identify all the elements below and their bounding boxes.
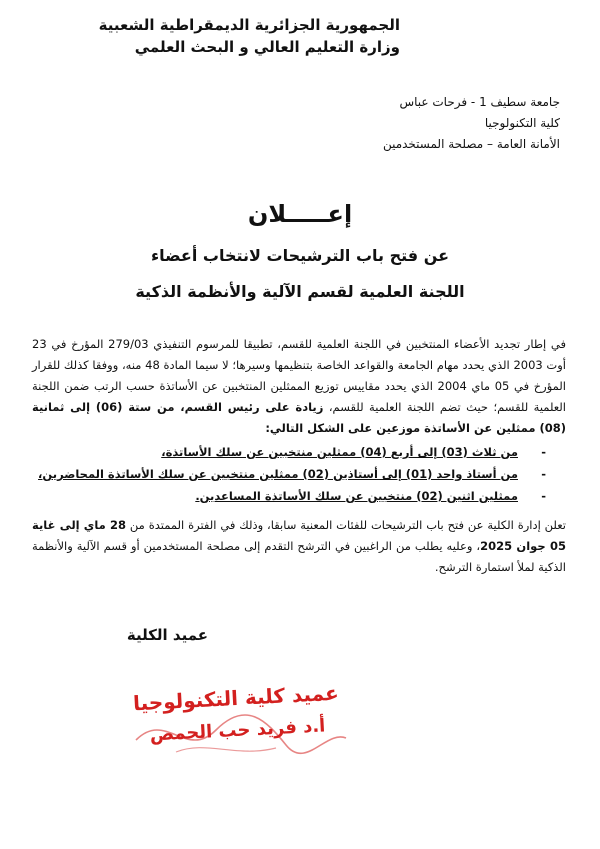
university-name: جامعة سطيف 1 - فرحات عباس <box>399 95 560 109</box>
announcement-title: إعـــــلان <box>247 200 353 228</box>
ministry-name: وزارة التعليم العالي و البحث العلمي <box>134 38 400 56</box>
faculty-name: كلية التكنولوجيا <box>484 116 560 130</box>
handwritten-signature <box>116 700 356 770</box>
list-item: - من أستاذ واحد (01) إلى أستاذين (02) ممثلين منتخبين عن سلك الأساتذة المحاضرين، <box>32 463 518 485</box>
list-item: - من ثلاث (03) إلى أربع (04) ممثلين منتخبين عن سلك الأساتذة، <box>32 441 518 463</box>
stamp-name: أ.د فريد حب الحمص <box>149 715 326 746</box>
dean-label: عميد الكلية <box>126 626 208 644</box>
body-paragraph-2-end: ، وعليه يطلب من الراغبين في الترشح التقدم إلى مصلحة المستخدمين أو قسم الآلية والأنظمة الذكية لملأ استمارة الترشح. <box>32 539 566 574</box>
list-item: - ممثلين اثنين (02) منتخبين عن سلك الأساتذة المساعدين. <box>32 485 518 507</box>
state-header <box>98 14 400 58</box>
body-paragraph-1-text: في إطار تجديد الأعضاء المنتخبين في اللجنة العلمية للقسم، تطبيقا للمرسوم التنفيذي 279/03 المؤرخ في 23 أوت 2003 الذي يحدد مهام الجامعة والقواعد الخاصة بتنظيمها وسيرها؛ لا سيما المادة 48 منه، ووفقا كذلك للقرار المؤرخ في 05 ماي 2004 الذي يحدد مقاييس توزيع الممثلين المنتخبين عن الأساتذة حسب الرتب ضمن اللجنة العلمية للقسم؛ حيث تضم اللجنة العلمية للقسم، <box>32 337 567 414</box>
representatives-list <box>32 441 566 507</box>
body-paragraph-2 <box>32 515 566 578</box>
body-paragraph-1 <box>32 334 566 439</box>
announcement-body <box>32 334 566 578</box>
announcement-subtitle-line1: عن فتح باب الترشيحات لانتخاب أعضاء <box>150 246 450 265</box>
institution-block <box>360 92 560 155</box>
republic-name: الجمهورية الجزائرية الديمقراطية الشعبية <box>98 16 400 34</box>
stamp-title: عميد كلية التكنولوجيا <box>132 680 340 716</box>
body-paragraph-2-text: تعلن إدارة الكلية عن فتح باب الترشيحات للفئات المعنية سابقا، وذلك في الفترة الممتدة من <box>129 518 566 532</box>
announcement-subtitle-line2: اللجنة العلمية لقسم الآلية والأنظمة الذكية <box>135 282 465 301</box>
department-name: الأمانة العامة – مصلحة المستخدمين <box>382 137 560 151</box>
body-paragraph-1-bold: زيادة على رئيس القسم، من ستة (06) إلى ثمانية (08) ممثلين عن الأساتذة موزعين على الشكل التالي: <box>32 400 566 435</box>
candidacy-period: 28 ماي إلى غاية 05 جوان 2025 <box>32 518 566 553</box>
